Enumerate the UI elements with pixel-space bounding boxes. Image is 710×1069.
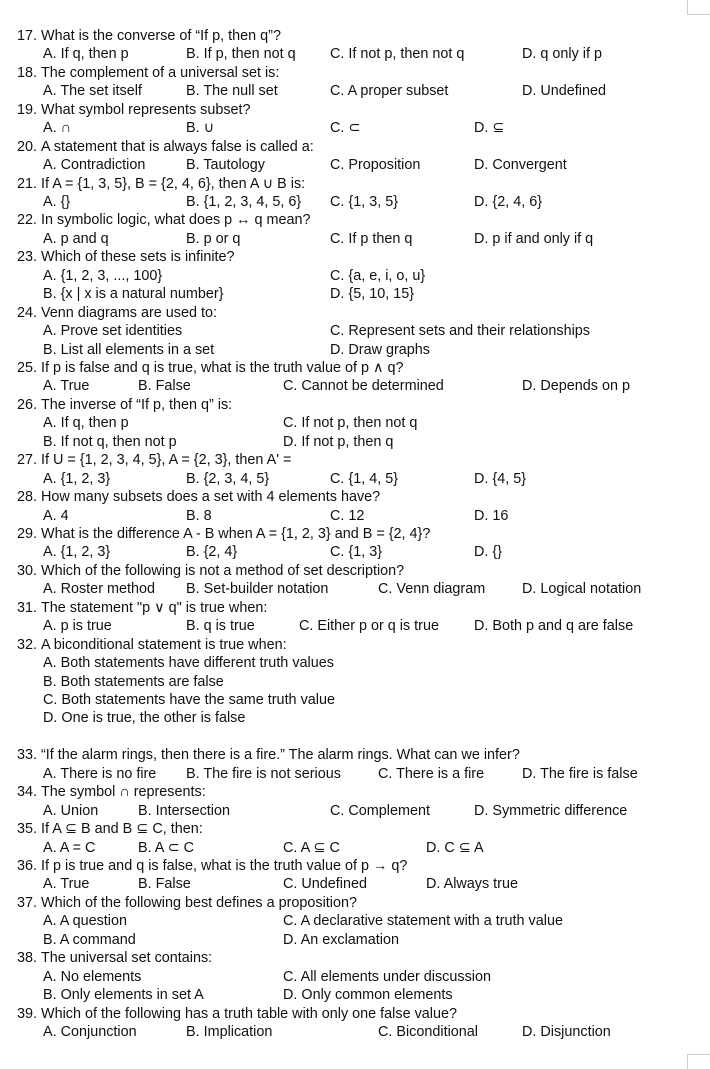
question-stem — [0, 101, 710, 119]
question-stem — [0, 857, 710, 875]
question-number: 34. — [17, 784, 38, 801]
answer-option: C. Both statements have the same truth value — [43, 692, 335, 708]
question-stem — [0, 451, 710, 469]
question-number: 26. — [17, 396, 38, 413]
answer-option: C. A ⊆ C — [283, 839, 340, 856]
answer-option: B. Set-builder notation — [186, 581, 329, 598]
answer-option: D. Convergent — [474, 157, 567, 174]
answer-option: D. q only if p — [522, 46, 602, 63]
question-number: 18. — [17, 64, 38, 81]
question-sheet — [0, 27, 710, 1041]
options-row — [0, 931, 710, 949]
options-row — [0, 543, 710, 561]
answer-option: A. Conjunction — [43, 1023, 137, 1040]
question-text: Which of these sets is infinite? — [41, 249, 235, 266]
options-row — [0, 230, 710, 248]
question-block — [0, 488, 710, 525]
answer-option: D. ⊆ — [474, 120, 505, 137]
question-number: 24. — [17, 304, 38, 321]
question-block — [0, 949, 710, 1004]
question-number: 17. — [17, 28, 38, 44]
answer-option: A. ∩ — [43, 120, 71, 137]
question-number: 29. — [17, 526, 38, 542]
question-number: 30. — [17, 562, 38, 579]
options-row — [0, 119, 710, 137]
options-row — [0, 45, 710, 63]
answer-option: D. An exclamation — [283, 931, 399, 948]
question-text: How many subsets does a set with 4 elements have? — [41, 489, 381, 506]
answer-option: C. Represent sets and their relationships — [330, 323, 590, 340]
options-row — [0, 267, 710, 285]
question-text: What is the converse of “If p, then q”? — [41, 28, 281, 44]
answer-option: D. {5, 10, 15} — [330, 286, 415, 303]
question-block — [0, 138, 710, 175]
answer-option: B. Both statements are false — [43, 673, 224, 690]
answer-option: A. A question — [43, 913, 128, 930]
answer-option: B. False — [138, 378, 191, 395]
answer-option: A. 4 — [43, 507, 69, 524]
answer-option: A. {1, 2, 3} — [43, 544, 111, 561]
options-row — [0, 617, 710, 635]
question-stem — [0, 175, 710, 193]
answer-option: C. All elements under discussion — [283, 968, 491, 985]
question-block — [0, 894, 710, 949]
question-stem — [0, 27, 710, 45]
answer-option: D. One is true, the other is false — [43, 710, 246, 727]
answer-option: C. {1, 3, 5} — [330, 194, 399, 211]
answer-option: D. 16 — [474, 507, 509, 524]
options-row — [0, 986, 710, 1004]
question-block — [0, 396, 710, 451]
options-row — [0, 285, 710, 303]
question-stem — [0, 894, 710, 912]
question-number: 38. — [17, 950, 38, 967]
question-number: 36. — [17, 857, 38, 874]
answer-option: C. {1, 3} — [330, 544, 383, 561]
question-stem — [0, 488, 710, 506]
answer-option: B. Implication — [186, 1023, 273, 1040]
question-block — [0, 101, 710, 138]
options-row — [0, 341, 710, 359]
options-row — [0, 414, 710, 432]
answer-option: C. There is a fire — [378, 765, 485, 782]
question-stem — [0, 783, 710, 801]
question-block — [0, 175, 710, 212]
question-text: Which of the following is not a method of set description? — [41, 562, 405, 579]
answer-option: C. If not p, then not q — [330, 46, 465, 63]
question-stem — [0, 1005, 710, 1023]
question-text: The statement "p ∨ q" is true when: — [41, 599, 268, 616]
answer-option: B. A ⊂ C — [138, 839, 195, 856]
answer-option: B. {2, 4} — [186, 544, 238, 561]
question-text: What symbol represents subset? — [41, 101, 251, 118]
question-block — [0, 248, 710, 303]
options-row — [0, 765, 710, 783]
question-block — [0, 211, 710, 248]
question-number: 23. — [17, 249, 38, 266]
question-number: 37. — [17, 894, 38, 911]
answer-option: C. Complement — [330, 802, 430, 819]
question-number: 21. — [17, 175, 38, 192]
answer-option: D. Both p and q are false — [474, 618, 634, 635]
question-stem — [0, 746, 710, 764]
question-text: A biconditional statement is true when: — [41, 636, 287, 653]
question-stem — [0, 396, 710, 414]
question-block — [0, 783, 710, 820]
question-number: 33. — [17, 747, 38, 764]
question-number: 25. — [17, 360, 38, 376]
question-text: The inverse of “If p, then q” is: — [41, 396, 233, 413]
question-text: The symbol ∩ represents: — [41, 784, 206, 801]
options-row — [0, 802, 710, 820]
answer-option: B. If p, then not q — [186, 46, 296, 63]
question-stem — [0, 359, 710, 377]
answer-option: A. Contradiction — [43, 157, 146, 174]
question-block — [0, 1005, 710, 1042]
answer-option: D. C ⊆ A — [426, 839, 484, 856]
answer-option: A. No elements — [43, 968, 142, 985]
options-row — [0, 912, 710, 930]
question-block — [0, 304, 710, 359]
question-block — [0, 64, 710, 101]
answer-option: B. A command — [43, 931, 136, 948]
answer-option: A. p and q — [43, 230, 109, 247]
question-block — [0, 359, 710, 396]
question-number: 27. — [17, 452, 38, 469]
answer-option: A. If q, then p — [43, 415, 129, 432]
answer-option: C. 12 — [330, 507, 365, 524]
question-text: If A ⊆ B and B ⊆ C, then: — [41, 821, 203, 838]
question-text: If p is false and q is true, what is the truth value of p ∧ q? — [41, 360, 404, 376]
page-corner-mark-bottom — [687, 1054, 710, 1069]
options-row — [0, 193, 710, 211]
question-text: If p is true and q is false, what is the truth value of p → q? — [41, 857, 408, 874]
answer-option: A. Both statements have different truth values — [43, 655, 334, 672]
options-row — [0, 156, 710, 174]
question-number: 28. — [17, 489, 38, 506]
question-number: 19. — [17, 101, 38, 118]
question-stem — [0, 525, 710, 543]
answer-option: D. Undefined — [522, 83, 606, 100]
question-stem — [0, 636, 710, 654]
answer-option: B. p or q — [186, 230, 241, 247]
options-row — [0, 377, 710, 395]
answer-option: A. Prove set identities — [43, 323, 183, 340]
options-row — [0, 1023, 710, 1041]
answer-option: B. Tautology — [186, 157, 265, 174]
answer-option: A. {1, 2, 3} — [43, 470, 111, 487]
answer-option: A. If q, then p — [43, 46, 129, 63]
answer-option: A. Roster method — [43, 581, 155, 598]
question-block — [0, 857, 710, 894]
question-number: 32. — [17, 636, 38, 653]
question-block — [0, 562, 710, 599]
question-text: What is the difference A - B when A = {1, 2, 3} and B = {2, 4}? — [41, 526, 431, 542]
options-row — [0, 580, 710, 598]
answer-option: C. Cannot be determined — [283, 378, 444, 395]
question-text: If U = {1, 2, 3, 4, 5}, A = {2, 3}, then A' = — [41, 452, 292, 469]
question-block — [0, 746, 710, 783]
options-row — [0, 654, 710, 672]
answer-option: C. Biconditional — [378, 1023, 478, 1040]
answer-option: A. {} — [43, 194, 71, 211]
question-text: Venn diagrams are used to: — [41, 304, 217, 321]
question-block — [0, 451, 710, 488]
answer-option: D. Symmetric difference — [474, 802, 628, 819]
answer-option: C. If p then q — [330, 230, 413, 247]
options-row — [0, 673, 710, 691]
answer-option: A. True — [43, 378, 90, 395]
answer-option: A. Union — [43, 802, 99, 819]
answer-option: C. Undefined — [283, 876, 367, 893]
answer-option: C. {a, e, i, o, u} — [330, 267, 426, 284]
options-row — [0, 875, 710, 893]
answer-option: B. {x | x is a natural number} — [43, 286, 224, 303]
answer-option: D. Disjunction — [522, 1023, 611, 1040]
question-number: 31. — [17, 599, 38, 616]
answer-option: D. The fire is false — [522, 765, 638, 782]
answer-option: B. If not q, then not p — [43, 433, 177, 450]
answer-option: A. A = C — [43, 839, 96, 856]
answer-option: A. p is true — [43, 618, 112, 635]
question-stem — [0, 138, 710, 156]
question-stem — [0, 820, 710, 838]
answer-option: B. The null set — [186, 83, 278, 100]
answer-option: B. 8 — [186, 507, 212, 524]
question-text: “If the alarm rings, then there is a fire.” The alarm rings. What can we infer? — [41, 747, 520, 764]
options-row — [0, 433, 710, 451]
question-block — [0, 599, 710, 636]
options-row — [0, 322, 710, 340]
answer-option: B. Intersection — [138, 802, 230, 819]
question-block — [0, 636, 710, 747]
answer-option: C. If not p, then not q — [283, 415, 418, 432]
options-row — [0, 470, 710, 488]
question-number: 20. — [17, 138, 38, 155]
question-stem — [0, 64, 710, 82]
options-row — [0, 968, 710, 986]
question-text: The complement of a universal set is: — [41, 64, 280, 81]
question-stem — [0, 599, 710, 617]
question-number: 35. — [17, 821, 38, 838]
answer-option: D. p if and only if q — [474, 230, 594, 247]
question-text: Which of the following best defines a proposition? — [41, 894, 357, 911]
answer-option: B. {1, 2, 3, 4, 5, 6} — [186, 194, 302, 211]
question-stem — [0, 562, 710, 580]
question-text: If A = {1, 3, 5}, B = {2, 4, 6}, then A ∪ B is: — [41, 175, 306, 192]
answer-option: C. Proposition — [330, 157, 421, 174]
question-stem — [0, 304, 710, 322]
answer-option: C. Venn diagram — [378, 581, 486, 598]
options-row — [0, 709, 710, 727]
question-text: Which of the following has a truth table with only one false value? — [41, 1005, 457, 1022]
answer-option: C. ⊂ — [330, 120, 361, 137]
question-number: 39. — [17, 1005, 38, 1022]
question-block — [0, 27, 710, 64]
options-row — [0, 839, 710, 857]
options-row — [0, 507, 710, 525]
answer-option: A. The set itself — [43, 83, 142, 100]
question-stem — [0, 949, 710, 967]
page-corner-mark-top — [687, 0, 710, 15]
answer-option: C. Either p or q is true — [299, 618, 439, 635]
answer-option: B. ∪ — [186, 120, 215, 137]
answer-option: A. True — [43, 876, 90, 893]
answer-option: D. Depends on p — [522, 378, 631, 395]
question-text: A statement that is always false is called a: — [41, 138, 314, 155]
options-row — [0, 82, 710, 100]
answer-option: D. Only common elements — [283, 987, 453, 1004]
answer-option: D. {2, 4, 6} — [474, 194, 543, 211]
spacer — [0, 728, 710, 746]
answer-option: C. A declarative statement with a truth value — [283, 913, 563, 930]
question-text: In symbolic logic, what does p ↔ q mean? — [41, 212, 311, 229]
question-stem — [0, 211, 710, 229]
question-block — [0, 525, 710, 562]
answer-option: B. q is true — [186, 618, 255, 635]
answer-option: D. Draw graphs — [330, 341, 430, 358]
answer-option: B. List all elements in a set — [43, 341, 215, 358]
question-number: 22. — [17, 212, 38, 229]
answer-option: D. Always true — [426, 876, 518, 893]
options-row — [0, 691, 710, 709]
answer-option: D. {} — [474, 544, 503, 561]
answer-option: D. If not p, then q — [283, 433, 394, 450]
answer-option: A. There is no fire — [43, 765, 157, 782]
question-block — [0, 820, 710, 857]
answer-option: D. Logical notation — [522, 581, 642, 598]
question-text: The universal set contains: — [41, 950, 213, 967]
answer-option: C. {1, 4, 5} — [330, 470, 399, 487]
answer-option: B. False — [138, 876, 191, 893]
answer-option: C. A proper subset — [330, 83, 449, 100]
answer-option: D. {4, 5} — [474, 470, 527, 487]
answer-option: B. The fire is not serious — [186, 765, 341, 782]
answer-option: B. {2, 3, 4, 5} — [186, 470, 270, 487]
answer-option: A. {1, 2, 3, ..., 100} — [43, 267, 163, 284]
answer-option: B. Only elements in set A — [43, 987, 204, 1004]
question-stem — [0, 248, 710, 266]
